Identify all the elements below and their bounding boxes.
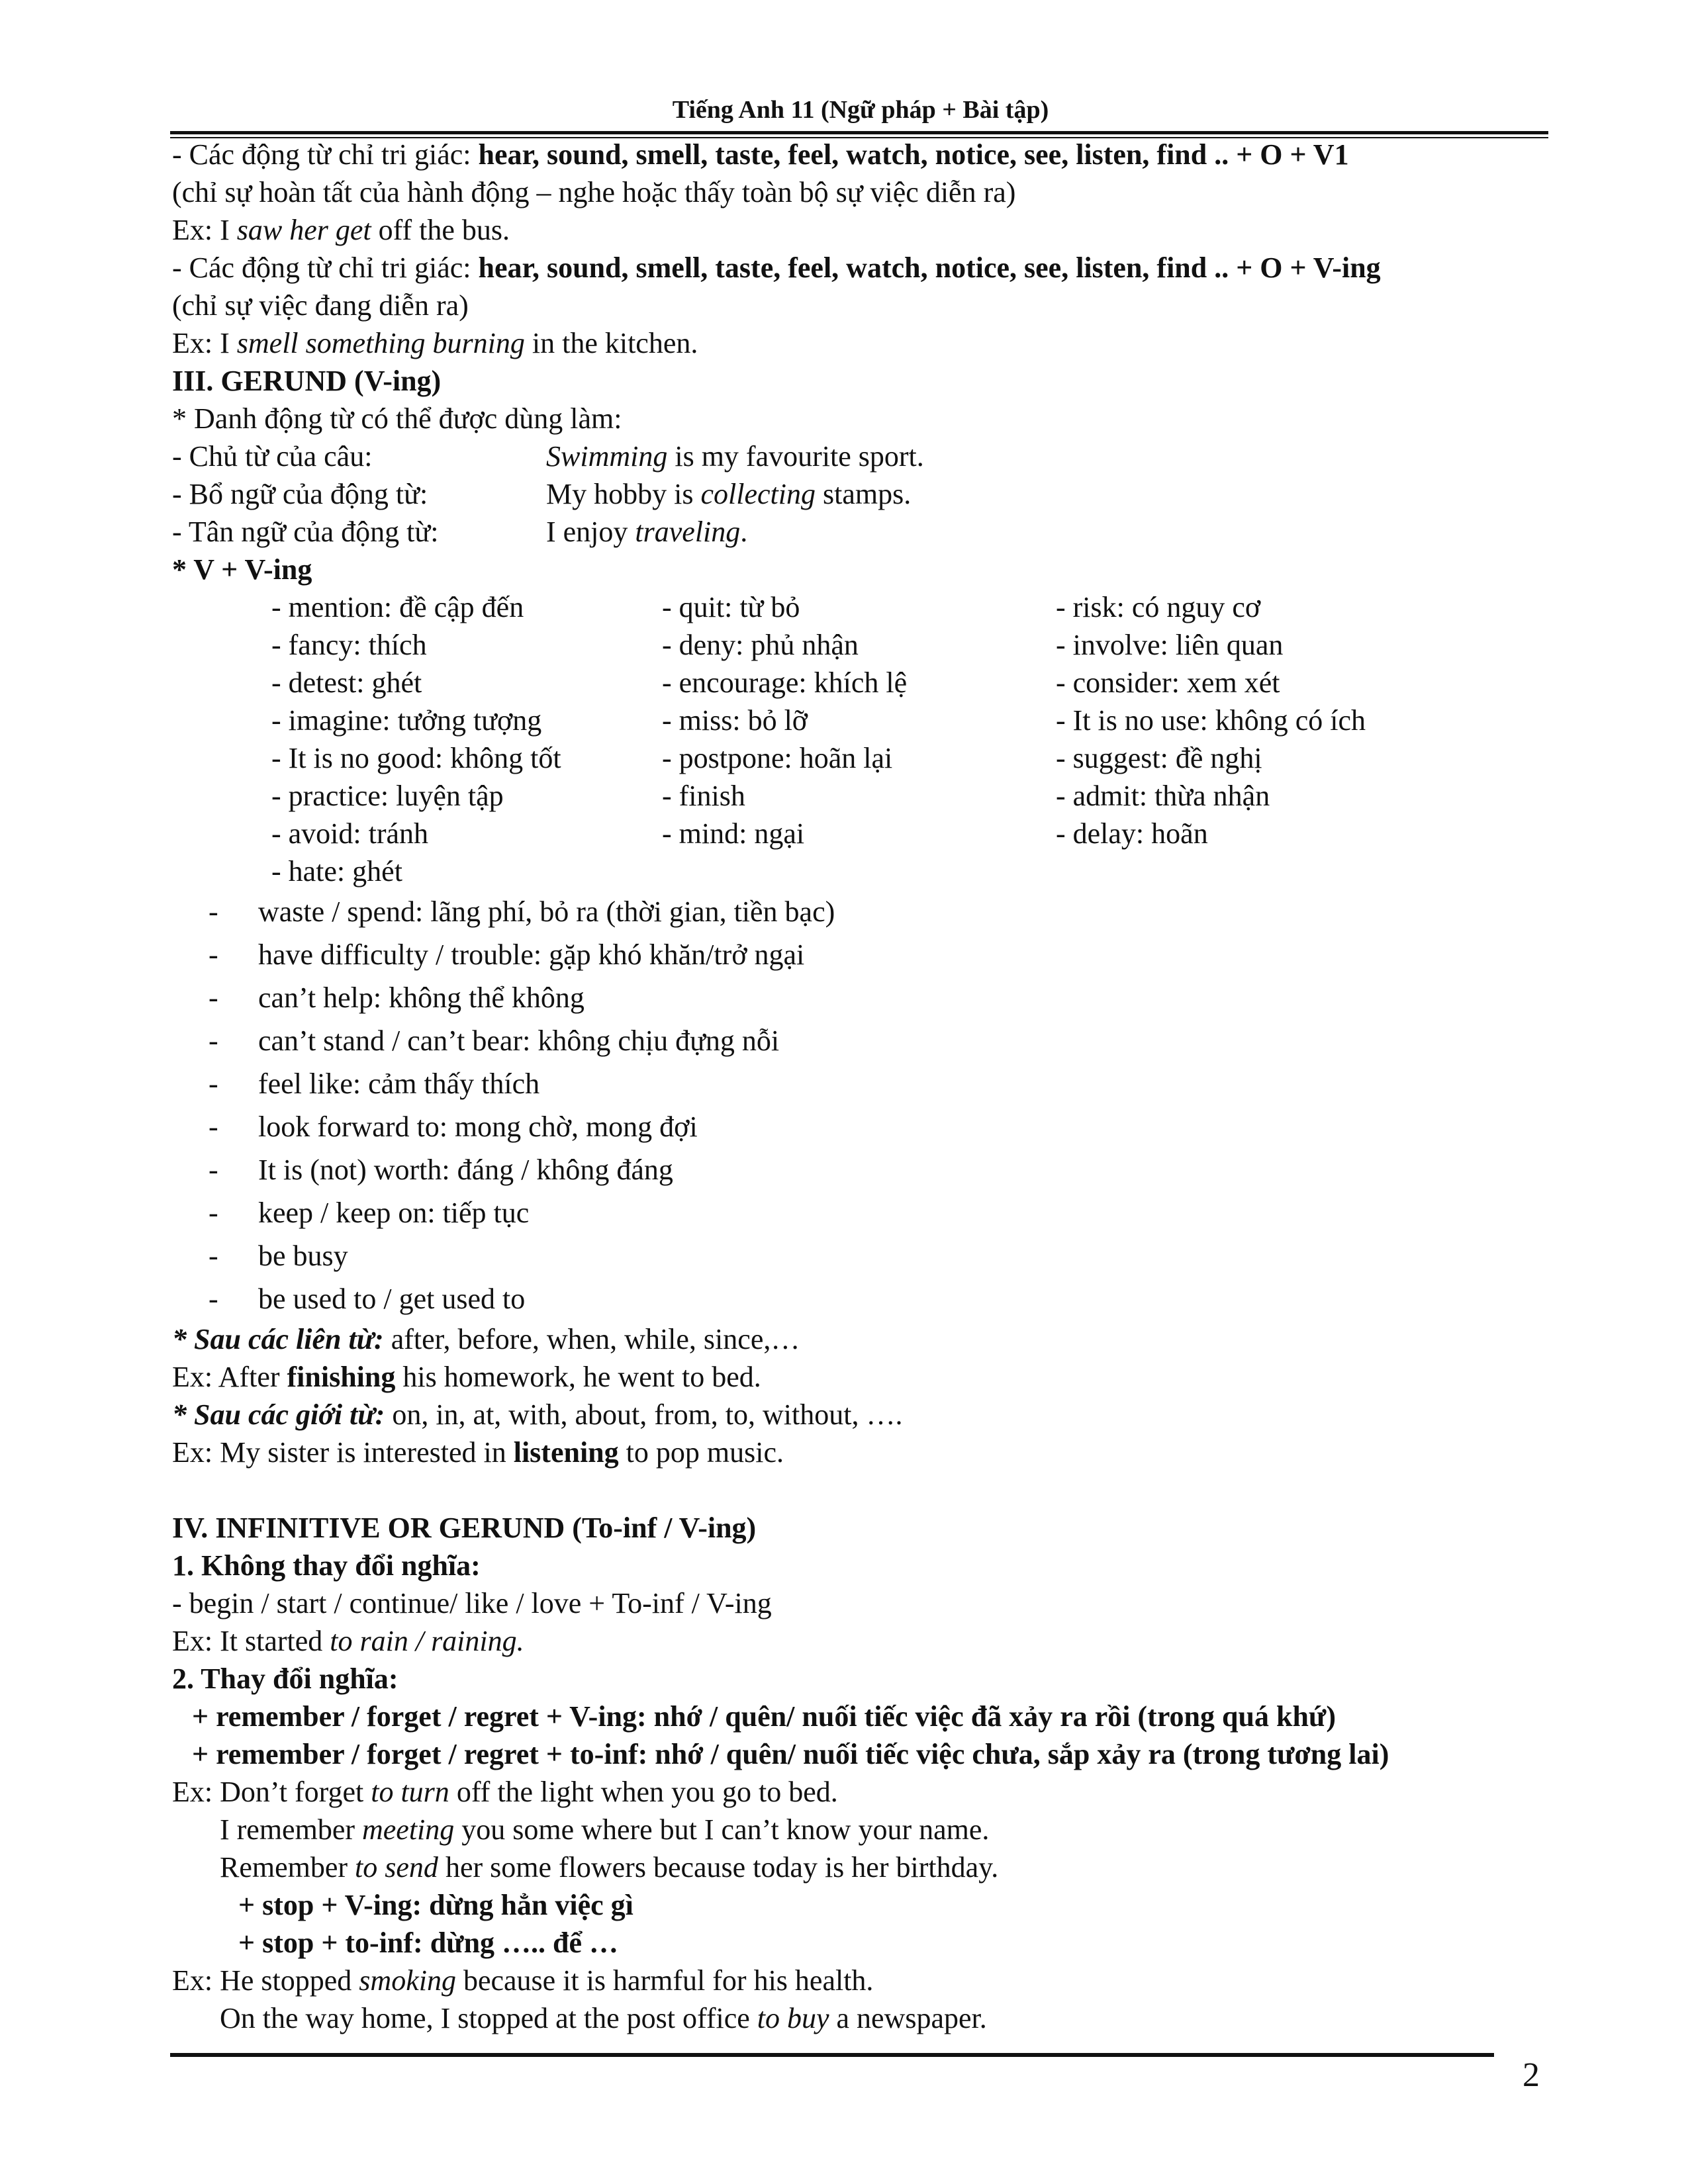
change-example-2: I remember meeting you some where but I can’t know your name. xyxy=(220,1813,990,1846)
inf-ger-heading: IV. INFINITIVE OR GERUND (To-inf / V-ing) xyxy=(172,1512,757,1544)
no-change-line: - begin / start / continue/ like / love + To-inf / V-ing xyxy=(172,1587,772,1619)
phrase-item: - be busy xyxy=(209,1240,348,1272)
change-rule-1: + remember / forget / regret + V-ing: nhớ / quên/ nuối tiếc việc đã xảy ra rồi (trong quá khứ) xyxy=(192,1700,1336,1733)
gerund-use-row: - Tân ngữ của động từ: I enjoy traveling. xyxy=(172,516,748,548)
perception-note-1: (chỉ sự hoàn tất của hành động – nghe hoặc thấy toàn bộ sự việc diễn ra) xyxy=(172,176,1016,208)
phrase-item: - can’t help: không thể không xyxy=(209,981,585,1014)
no-change-example: Ex: It started to rain / raining. xyxy=(172,1625,524,1657)
phrase-item: - It is (not) worth: đáng / không đáng xyxy=(209,1154,673,1186)
gerund-intro: * Danh động từ có thể được dùng làm: xyxy=(172,402,622,435)
gerund-use-row: - Bổ ngữ của động từ: My hobby is collecting stamps. xyxy=(172,478,912,510)
page-number: 2 xyxy=(1523,2056,1540,2094)
preposition-example: Ex: My sister is interested in listening to pop music. xyxy=(172,1436,784,1469)
phrase-item: - look forward to: mong chờ, mong đợi xyxy=(209,1111,698,1143)
header-rule-thick xyxy=(170,131,1548,134)
change-example-3: Remember to send her some flowers because today is her birthday. xyxy=(220,1851,999,1884)
verb-table-row: - practice: luyện tập - finish - admit: thừa nhận xyxy=(271,780,1270,812)
verb-table-row: - detest: ghét - encourage: khích lệ - consider: xem xét xyxy=(271,666,1280,699)
no-change-subheading: 1. Không thay đổi nghĩa: xyxy=(172,1549,481,1582)
verb-table-row: - imagine: tưởng tượng - miss: bỏ lỡ - It is no use: không có ích xyxy=(271,704,1366,737)
phrase-item: - waste / spend: lãng phí, bỏ ra (thời gian, tiền bạc) xyxy=(209,895,835,928)
perception-line-1: - Các động từ chỉ tri giác: hear, sound, smell, taste, feel, watch, notice, see, listen, find .. + O + V1 xyxy=(172,138,1349,171)
change-rule-2: + remember / forget / regret + to-inf: nhớ / quên/ nuối tiếc việc chưa, sắp xảy ra (trong tương lai) xyxy=(192,1738,1389,1770)
perception-example-2: Ex: I smell something burning in the kitchen. xyxy=(172,327,698,359)
stop-example-2: On the way home, I stopped at the post office to buy a newspaper. xyxy=(220,2002,987,2034)
change-example-1: Ex: Don’t forget to turn off the light when you go to bed. xyxy=(172,1776,838,1808)
document-body xyxy=(172,136,1556,2037)
phrase-item: - have difficulty / trouble: gặp khó khăn/trở ngại xyxy=(209,938,805,971)
perception-note-2: (chỉ sự việc đang diễn ra) xyxy=(172,289,469,322)
verb-table-row: - avoid: tránh - mind: ngại - delay: hoãn xyxy=(271,817,1208,850)
verb-table-row: - hate: ghét xyxy=(271,855,402,887)
phrase-item: - can’t stand / can’t bear: không chịu đựng nỗi xyxy=(209,1024,780,1057)
stop-rule-1: + stop + V-ing: dừng hẳn việc gì xyxy=(238,1889,633,1921)
phrase-item: - feel like: cảm thấy thích xyxy=(209,1068,540,1100)
perception-example-1: Ex: I saw her get off the bus. xyxy=(172,214,510,246)
change-subheading: 2. Thay đổi nghĩa: xyxy=(172,1662,399,1695)
page-header-title: Tiếng Anh 11 (Ngữ pháp + Bài tập) xyxy=(672,96,1049,124)
perception-line-2: - Các động từ chỉ tri giác: hear, sound, smell, taste, feel, watch, notice, see, listen, find .. + O + V-ing xyxy=(172,251,1381,284)
verb-table-row: - fancy: thích - deny: phủ nhận - involve: liên quan xyxy=(271,629,1284,661)
gerund-heading: III. GERUND (V-ing) xyxy=(172,365,442,397)
conjunction-example: Ex: After finishing his homework, he went to bed. xyxy=(172,1361,761,1393)
gerund-use-row: - Chủ từ của câu: Swimming is my favourite sport. xyxy=(172,440,924,473)
verb-table-row: - It is no good: không tốt - postpone: hoãn lại - suggest: đề nghị xyxy=(271,742,1262,774)
footer-rule xyxy=(170,2053,1494,2057)
preposition-rule: * Sau các giới từ: on, in, at, with, about, from, to, without, …. xyxy=(172,1398,903,1431)
stop-rule-2: + stop + to-inf: dừng ….. để … xyxy=(238,1927,619,1959)
phrase-item: - be used to / get used to xyxy=(209,1283,526,1315)
conjunction-rule: * Sau các liên từ: after, before, when, while, since,… xyxy=(172,1323,800,1355)
v-ving-heading: * V + V-ing xyxy=(172,553,312,586)
stop-example-1: Ex: He stopped smoking because it is harmful for his health. xyxy=(172,1964,874,1997)
section-spacer xyxy=(172,1471,1556,1509)
verb-table-row: - mention: đề cập đến - quit: từ bỏ - risk: có nguy cơ xyxy=(271,591,1261,623)
phrase-item: - keep / keep on: tiếp tục xyxy=(209,1197,530,1229)
